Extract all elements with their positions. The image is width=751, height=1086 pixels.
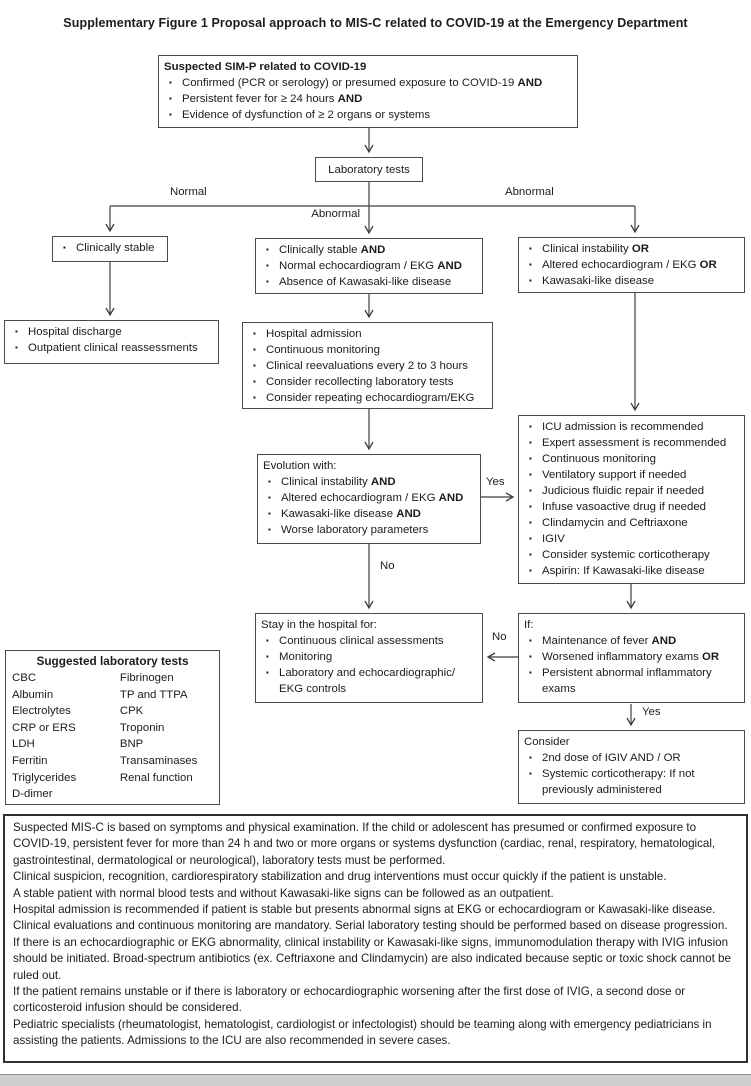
bullet-bold-text: AND	[370, 476, 396, 488]
figure-title: Supplementary Figure 1 Proposal approach to MIS-C related to COVID-19 at the Emergency Department	[63, 16, 688, 30]
bullet-text: Consider systemic corticotherapy	[542, 549, 710, 561]
bullet-text: 2nd dose of IGIV AND / OR	[542, 752, 681, 764]
note-paragraph: Suspected MIS-C is based on symptoms and physical examination. If the child or adolescent has presumed or confirmed exposure to COVID-19, persistent fever for more than 24 h and two or more organs or systems dysfunction (cardiac, renal, respiratory, hematological, gastrointestinal, dermatological or neurological), laboratory tests must be performed.	[13, 821, 716, 867]
bullet-text: Clinically stable	[76, 242, 155, 254]
bullet-icon: ▪	[268, 493, 271, 502]
lab-test-name: CRP or ERS	[12, 721, 76, 734]
bullet-icon: ▪	[529, 454, 532, 463]
bullet-text: Clinical reevaluations every 2 to 3 hours	[266, 360, 468, 372]
bullet-text: Continuous clinical assessments	[279, 635, 444, 647]
bullet-icon: ▪	[15, 327, 18, 336]
lab-test-name: BNP	[119, 738, 144, 751]
bullet-icon: ▪	[268, 525, 271, 534]
bullet-text: Continuous monitoring	[266, 344, 380, 356]
bullet-item	[164, 91, 572, 107]
bullet-icon: ▪	[529, 502, 532, 511]
bullet-icon: ▪	[268, 509, 271, 518]
bullet-icon: ▪	[169, 110, 172, 119]
bullet-item	[524, 649, 739, 665]
discharge-list	[10, 324, 213, 356]
bullet-bold-text: AND	[437, 260, 462, 272]
persistent-symptoms-if-box	[518, 613, 745, 703]
bullet-item	[524, 257, 739, 273]
suspected-criteria-list	[164, 75, 572, 123]
lab-panel-columns	[12, 670, 213, 803]
bullet-bold-text: AND	[438, 492, 464, 504]
clinically-stable-list	[58, 240, 162, 256]
bullet-text: Monitoring	[279, 651, 333, 663]
note-paragraph: A stable patient with normal blood tests and without Kawasaki-like signs can be followed as an outpatient.	[13, 886, 554, 900]
unstable-criteria-box	[518, 237, 745, 293]
stay-list	[261, 633, 477, 697]
icu-management-box	[518, 415, 745, 584]
bullet-icon: ▪	[529, 470, 532, 479]
page-bottom-edge	[0, 1074, 751, 1086]
bullet-text: Hospital admission	[266, 328, 362, 340]
bullet-item	[524, 665, 739, 697]
bullet-text: ICU admission is recommended	[542, 421, 704, 433]
bullet-item	[263, 506, 475, 522]
bullet-text: Persistent fever for ≥ 24 hours	[182, 93, 338, 105]
bullet-text: Clinical instability	[281, 476, 371, 488]
bullet-icon: ▪	[266, 668, 269, 677]
note-paragraph: If there is an echocardiographic or EKG abnormality, clinical instability or Kawasaki-like signs, immunomodulation therapy with IVIG infusion should be initiated. Broad-spectrum antibiotics (ex. Ceftriaxone and Clindamycin) are also indicated because septic or toxic shock cannot be ruled out.	[13, 935, 731, 982]
figure-notes-box	[3, 814, 748, 1063]
bullet-text: Expert assessment is recommended	[542, 437, 727, 449]
bullet-item	[524, 750, 739, 766]
bullet-text: Systemic corticotherapy: If not previously administered	[542, 768, 695, 796]
bullet-text: Evidence of dysfunction of ≥ 2 organs or systems	[182, 109, 431, 121]
bullet-text: Judicious fluidic repair if needed	[542, 485, 705, 497]
bullet-icon: ▪	[529, 652, 532, 661]
bullet-icon: ▪	[253, 329, 256, 338]
laboratory-tests-label: Laboratory tests	[328, 163, 410, 176]
bullet-text: Altered echocardiogram / EKG	[542, 259, 700, 271]
bullet-text: Hospital discharge	[28, 326, 122, 338]
bullet-text: Aspirin: If Kawasaki-like disease	[542, 565, 705, 577]
lab-test-name: LDH	[12, 738, 35, 751]
bullet-icon: ▪	[529, 276, 532, 285]
bullet-text: Clinical instability	[542, 243, 632, 255]
note-paragraph: If the patient remains unstable or if there is laboratory or echocardiographic worsening after the first dose of IVIG, a second dose or corticosteroid infusion should be considered.	[13, 985, 686, 1015]
hospital-discharge-box	[4, 320, 219, 364]
lab-test-name: Renal function	[119, 771, 193, 784]
suspected-box-header: Suspected SIM-P related to COVID-19	[164, 61, 367, 73]
lab-panel-title: Suggested laboratory tests	[36, 654, 189, 668]
unstable-criteria-list	[524, 241, 739, 289]
bullet-icon: ▪	[529, 518, 532, 527]
bullet-item	[524, 241, 739, 257]
bullet-item	[164, 75, 572, 91]
bullet-text: Infuse vasoactive drug if needed	[542, 501, 707, 513]
bullet-icon: ▪	[266, 636, 269, 645]
bullet-bold-text: AND	[360, 244, 386, 256]
bullet-item	[263, 474, 475, 490]
bullet-item	[524, 451, 739, 467]
bullet-bold-text: OR	[699, 259, 717, 271]
bullet-text: Consider repeating echocardiogram/EKG	[266, 392, 475, 404]
if-box-header: If:	[524, 619, 534, 631]
lab-test-name: D-dimer	[12, 788, 53, 801]
bullet-item	[261, 649, 477, 665]
lab-test-name: CBC	[12, 672, 37, 684]
bullet-item	[524, 633, 739, 649]
bullet-text: Clindamycin and Ceftriaxone	[542, 517, 688, 529]
lab-test-name: Troponin	[119, 721, 165, 734]
bullet-icon: ▪	[266, 245, 269, 254]
bullet-item	[524, 435, 739, 451]
bullet-icon: ▪	[529, 769, 532, 778]
bullet-text: Kawasaki-like disease	[542, 275, 655, 287]
bullet-text: IGIV	[542, 533, 565, 545]
bullet-item	[58, 240, 162, 256]
bullet-item	[263, 490, 475, 506]
bullet-text: Persistent abnormal inflammatory exams	[542, 667, 712, 695]
evolution-criteria-box	[257, 454, 481, 544]
bullet-item	[524, 499, 739, 515]
evolution-list	[263, 474, 475, 538]
branch-label-normal: Normal	[170, 186, 207, 198]
bullet-text: Worsened inflammatory exams	[542, 651, 702, 663]
bullet-icon: ▪	[529, 260, 532, 269]
lab-test-name: Triglycerides	[12, 771, 77, 784]
bullet-icon: ▪	[529, 550, 532, 559]
suggested-laboratory-tests-panel	[5, 650, 220, 805]
stay-in-hospital-box	[255, 613, 483, 703]
stable-abnormal-criteria-box	[255, 238, 483, 294]
bullet-icon: ▪	[529, 486, 532, 495]
bullet-icon: ▪	[529, 668, 532, 677]
bullet-icon: ▪	[253, 393, 256, 402]
lab-panel-column-1	[12, 670, 120, 803]
bullet-item	[248, 326, 487, 342]
lab-test-name: Electrolytes	[12, 705, 71, 718]
edge-label-yes-to-icu: Yes	[486, 476, 505, 488]
bullet-item	[164, 107, 572, 123]
bullet-text: Altered echocardiogram / EKG	[281, 492, 439, 504]
bullet-item	[524, 563, 739, 579]
hospital-admission-box	[242, 322, 493, 409]
admission-list	[248, 326, 487, 406]
bullet-text: Absence of Kawasaki-like disease	[279, 276, 452, 288]
bullet-text: Kawasaki-like disease	[281, 508, 397, 520]
bullet-text: Consider recollecting laboratory tests	[266, 376, 454, 388]
branch-label-abnormal-mid: Abnormal	[311, 208, 360, 220]
bullet-item	[263, 522, 475, 538]
laboratory-tests-box	[315, 157, 423, 182]
bullet-icon: ▪	[529, 422, 532, 431]
bullet-item	[524, 467, 739, 483]
bullet-icon: ▪	[529, 636, 532, 645]
bullet-bold-text: AND	[337, 93, 363, 105]
note-paragraph: Pediatric specialists (rheumatologist, hematologist, cardiologist or infectologist) should be teaming along with emergency pediatricians in assisting the patients. Admissions to the ICU are also recommended in severe cases.	[13, 1017, 712, 1048]
bullet-bold-text: AND	[396, 508, 421, 520]
lab-test-name: Ferritin	[12, 754, 48, 767]
bullet-item	[524, 547, 739, 563]
bullet-icon: ▪	[169, 94, 172, 103]
bullet-item	[261, 633, 477, 649]
evolution-box-header: Evolution with:	[263, 460, 337, 472]
bullet-icon: ▪	[63, 243, 66, 252]
lab-test-name: TP and TTPA	[119, 688, 188, 701]
lab-test-name: CPK	[119, 705, 144, 718]
bullet-icon: ▪	[529, 566, 532, 575]
bullet-item	[524, 273, 739, 289]
bullet-text: Normal echocardiogram / EKG	[279, 260, 438, 272]
stay-box-header: Stay in the hospital for:	[261, 619, 377, 631]
bullet-item	[248, 374, 487, 390]
note-paragraph: Hospital admission is recommended if patient is stable but presents abnormal signs at EKG or echocardiogram or Kawasaki-like disease. Clinical evaluations and continuous monitoring are mandatory. Serial laboratory testing should be performed based on disease progression.	[13, 903, 728, 933]
bullet-icon: ▪	[529, 753, 532, 762]
bullet-item	[524, 766, 739, 798]
bullet-bold-text: AND	[651, 635, 677, 647]
lab-panel-column-2	[120, 670, 213, 803]
bullet-text: Laboratory and echocardiographic/ EKG controls	[279, 667, 456, 695]
if-list	[524, 633, 739, 697]
bullet-icon: ▪	[268, 477, 271, 486]
bullet-icon: ▪	[266, 277, 269, 286]
bullet-item	[10, 324, 213, 340]
bullet-bold-text: AND	[517, 77, 543, 89]
bullet-item	[524, 483, 739, 499]
bullet-item	[261, 665, 477, 697]
bullet-item	[248, 342, 487, 358]
note-paragraph: Clinical suspicion, recognition, cardiorespiratory stabilization and drug interventions must occur quickly if the patient is unstable.	[13, 870, 667, 884]
bullet-icon: ▪	[253, 345, 256, 354]
bullet-icon: ▪	[266, 652, 269, 661]
consider-list	[524, 750, 739, 798]
bullet-icon: ▪	[529, 244, 532, 253]
bullet-item	[248, 390, 487, 406]
lab-test-name: Albumin	[12, 688, 54, 701]
edge-label-no-if-to-stay: No	[492, 631, 507, 643]
bullet-icon: ▪	[529, 438, 532, 447]
branch-label-abnormal-right: Abnormal	[505, 186, 554, 198]
bullet-icon: ▪	[253, 377, 256, 386]
bullet-item	[261, 258, 477, 274]
bullet-text: Clinically stable	[279, 244, 361, 256]
bullet-text: Continuous monitoring	[542, 453, 656, 465]
edge-label-no-to-stay: No	[380, 560, 395, 572]
bullet-bold-text: OR	[701, 651, 720, 663]
bullet-text: Ventilatory support if needed	[542, 469, 687, 481]
stable-criteria-list	[261, 242, 477, 290]
bullet-text: Worse laboratory parameters	[281, 524, 429, 536]
bullet-icon: ▪	[253, 361, 256, 370]
bullet-icon: ▪	[15, 343, 18, 352]
clinically-stable-box	[52, 236, 168, 262]
bullet-item	[261, 242, 477, 258]
bullet-item	[261, 274, 477, 290]
icu-list	[524, 419, 739, 579]
bullet-text: Confirmed (PCR or serology) or presumed exposure to COVID-19	[182, 77, 518, 89]
bullet-icon: ▪	[266, 261, 269, 270]
lab-test-name: Transaminases	[119, 754, 198, 767]
bullet-item	[248, 358, 487, 374]
suspected-mis-c-box	[158, 55, 578, 128]
bullet-text: Maintenance of fever	[542, 635, 652, 647]
bullet-bold-text: OR	[631, 243, 649, 255]
lab-test-name: Fibrinogen	[119, 672, 174, 684]
bullet-item	[524, 515, 739, 531]
bullet-icon: ▪	[169, 78, 172, 87]
consider-second-dose-box	[518, 730, 745, 804]
bullet-item	[524, 419, 739, 435]
bullet-text: Outpatient clinical reassessments	[28, 342, 198, 354]
bullet-item	[10, 340, 213, 356]
bullet-icon: ▪	[529, 534, 532, 543]
edge-label-yes-to-consider: Yes	[642, 706, 661, 718]
bullet-item	[524, 531, 739, 547]
consider-box-header: Consider	[524, 736, 570, 748]
